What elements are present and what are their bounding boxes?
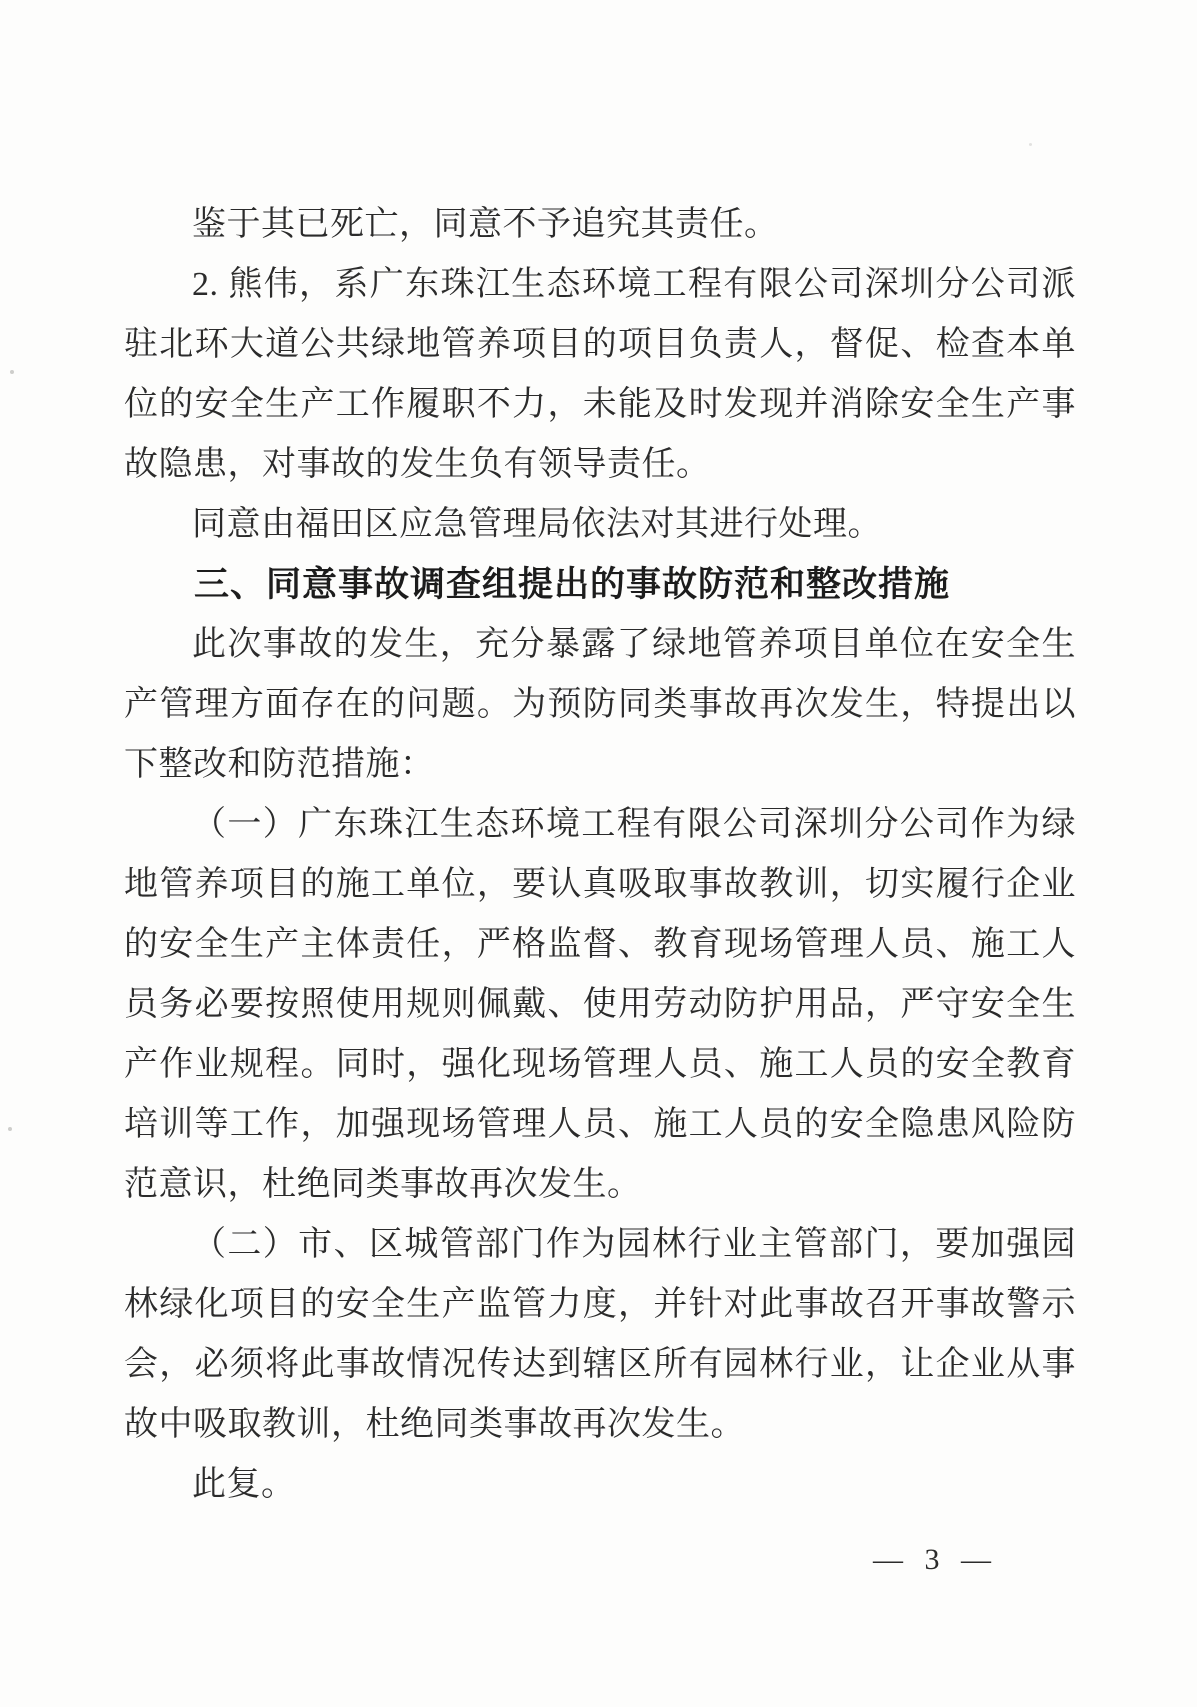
scan-artifact-dot	[8, 1127, 12, 1131]
scan-artifact-dot	[1029, 143, 1032, 146]
section-heading: 三、同意事故调查组提出的事故防范和整改措施	[194, 565, 951, 604]
paragraph: 此复。	[192, 1466, 296, 1503]
scan-artifact-dot	[10, 370, 14, 374]
document-body	[124, 195, 1076, 1515]
paragraph: （二）市、区城管部门作为园林行业主管部门，要加强园林绿化项目的安全生产监管力度，并针对此事故召开事故警示会，必须将此事故情况传达到辖区所有园林行业，让企业从事故中吸取教训，杜绝同类事故再次发生。	[124, 1226, 1076, 1443]
paragraph: 2. 熊伟，系广东珠江生态环境工程有限公司深圳分公司派驻北环大道公共绿地管养项目的项目负责人，督促、检查本单位的安全生产工作履职不力，未能及时发现并消除安全生产事故隐患，对事故的发生负有领导责任。	[124, 266, 1076, 483]
paragraph: 同意由福田区应急管理局依法对其进行处理。	[192, 506, 882, 543]
paragraph: 此次事故的发生，充分暴露了绿地管养项目单位在安全生产管理方面存在的问题。为预防同类事故再次发生，特提出以下整改和防范措施：	[124, 626, 1076, 783]
paragraph: 鉴于其已死亡，同意不予追究其责任。	[192, 206, 779, 243]
page-number: — 3 —	[873, 1543, 998, 1576]
paragraph: （一）广东珠江生态环境工程有限公司深圳分公司作为绿地管养项目的施工单位，要认真吸取事故教训，切实履行企业的安全生产主体责任，严格监督、教育现场管理人员、施工人员务必要按照使用规则佩戴、使用劳动防护用品，严守安全生产作业规程。同时，强化现场管理人员、施工人员的安全教育培训等工作，加强现场管理人员、施工人员的安全隐患风险防范意识，杜绝同类事故再次发生。	[124, 806, 1076, 1203]
